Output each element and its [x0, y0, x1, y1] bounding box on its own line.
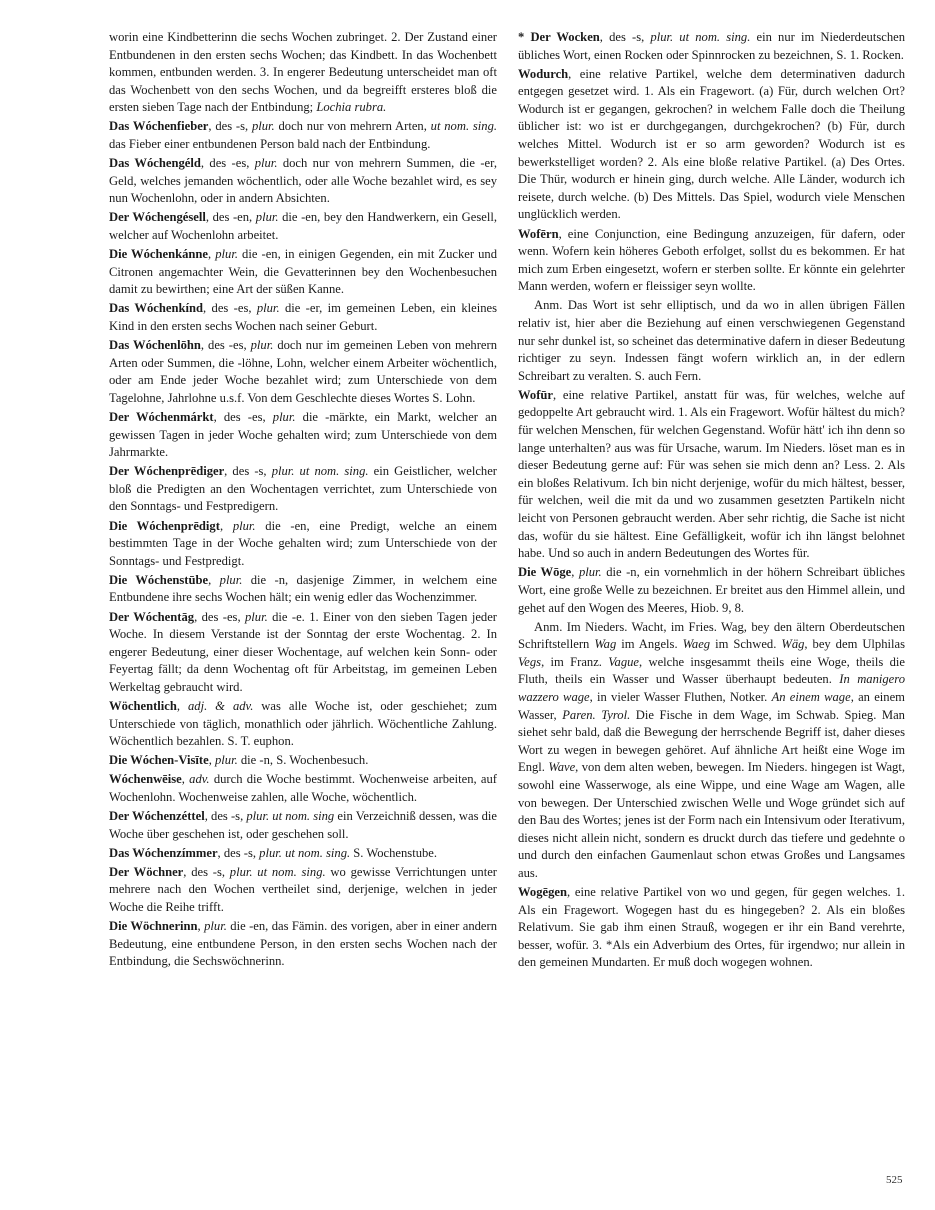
dictionary-entry [109, 118, 497, 153]
dictionary-entry [518, 297, 905, 385]
dictionary-entry [518, 619, 905, 883]
entry-text: ein Geistlicher, welcher bloß die Predigten an den Wochentagen verrichtet, zum Unterschiede von den Sonntags- und Festpredigern. [109, 464, 498, 514]
headword: Die Wóchenkánne [109, 247, 209, 262]
headword: Die Wöchnerinn [109, 919, 198, 934]
italic-text: plur. [251, 119, 275, 134]
entry-text: , [208, 247, 216, 262]
italic-text: plur. ut nom. sing. [229, 864, 326, 879]
headword: Die Wōge [518, 565, 572, 580]
italic-text: Wave [548, 760, 576, 775]
dictionary-entry [109, 752, 497, 770]
headword: Der Wóchengésell [109, 210, 206, 225]
entry-text: die -n, S. Wochenbesuch. [237, 753, 369, 768]
headword: Das Wóchenlōhn [109, 338, 201, 353]
entry-text: die -en, bey den Handwerkern, ein Gesell, welcher auf Wochenlohn arbeitet. [109, 210, 497, 243]
italic-text: In manigero wazzero wage [518, 672, 905, 704]
italic-text: An einem wage [771, 689, 851, 704]
entry-text: , an einem Wasser, [518, 689, 905, 722]
headword: * Der Wocken [518, 30, 600, 44]
entry-text: Die Fische in dem Wage, im Schwab. Spieg. Man siehet sehr bald, daß die Bewegung der herrschende Begriff ist, daher dieses Wort zu wegen in bewegen gehöret. Auf ähnliche Art heißt eine Woge im Engl. [518, 707, 905, 775]
entry-text: wo gewisse Verrichtungen unter mehrere nach den Wochen vertheilet sind, derjenige, welchen in jeder Woche die Reihe trifft. [109, 864, 498, 914]
right-column [518, 29, 905, 973]
entry-text: die -en, in einigen Gegenden, ein mit Zucker und Citronen angemachter Wein, die Gevatterinnen bey den Wochenbesuchen damit zu bewirthen; eine Art der süßen Kanne. [109, 247, 497, 297]
entry-text: , bey dem Ulphilas [804, 637, 906, 652]
headword: Der Wóchenzéttel [109, 809, 205, 824]
entry-text: ein Verzeichniß dessen, was die Woche über geschehen ist, oder geschehen soll. [109, 809, 498, 841]
italic-text: Wag [594, 637, 617, 652]
entry-text: S. Wochenstube. [350, 845, 438, 860]
dictionary-entry [518, 884, 905, 972]
headword: Der Wóchenprēdiger [109, 464, 225, 479]
entry-text: , [197, 919, 205, 934]
entry-text: , [176, 698, 188, 713]
dictionary-entry [109, 209, 497, 244]
italic-text: ut nom. sing. [430, 119, 498, 134]
dictionary-entry [109, 463, 497, 516]
entry-text: , [208, 753, 215, 768]
headword: Die Wóchenstūbe [109, 572, 209, 587]
entry-text: im Schwed. [710, 637, 782, 652]
dictionary-entry [518, 226, 905, 296]
entry-text: , des -es, [200, 156, 255, 171]
italic-text: Vegs [518, 654, 542, 669]
italic-text: plur. ut nom. sing [246, 809, 335, 824]
entry-text: , im Franz. [541, 654, 609, 669]
entry-text: die -en, eine Predigt, welche an einem bestimmten Tage in der Woche gehalten wird; zum Unterschiede von der Sonntags- und Festpredigt. [109, 518, 497, 568]
italic-text: Waeg [682, 637, 711, 652]
dictionary-entry [109, 246, 497, 299]
italic-text: plur. ut nom. sing. [271, 464, 369, 479]
italic-text: plur. [215, 247, 238, 262]
headword: Wóchenwēise [109, 772, 182, 787]
headword: Wofērn [518, 226, 559, 241]
italic-text: Vague [608, 654, 640, 669]
entry-text: , des -es, [203, 301, 257, 316]
entry-text: , des -s, [183, 864, 230, 879]
dictionary-entry [109, 572, 497, 607]
headword: Die Wóchen-Visīte [109, 753, 209, 768]
italic-text: plur. ut nom. sing. [259, 845, 351, 860]
headword: Das Wóchengéld [109, 156, 201, 171]
entry-text: , des -s, [217, 845, 260, 860]
entry-text: , eine relative Partikel von wo und gegen, für gegen welches. 1. Als ein Fragewort. Wogegen hast du es hingegeben? 2. Als ein bloßes Relativum. Sie gab ihm einen Strauß, wogegen er ihr ein Band verehrte, besser, wofür. 3. *Als ein Adverbium des Ortes, für irgendwo; nur allein in den gemeinen Mundarten. Er muß doch wogegen wohnen. [518, 885, 905, 970]
entry-text: , eine relative Partikel, welche dem determinativen dadurch entgegen gesetzet wird. 1. Als ein Fragewort. (a) Für, durch welchen Ort? Wodurch ist er gegangen, gekrochen? in welchem Falle doch die Theilung üblicher ist: wo ist er durchgegangen, durchgekrochen? (b) Für, durch welches Mittel. Wodurch ist er so arm geworden? Wodurch ist es bewerkstelliget worden? 2. Als eine bloße relative Partikel. (a) Des Ortes. Die Thür, wodurch er hinein ging, durch welche. Alle Länder, wodurch ich reisete, durch welche. (b) Des Mittels. Das Spiel, wodurch viele Menschen unglücklich werden. [518, 66, 905, 222]
entry-text: ein nur im Niederdeutschen übliches Wort, einen Rocken oder Spinnrocken zu bezeichnen, S. 1. Rocken. [518, 30, 906, 62]
headword: Der Wöchner [109, 864, 184, 879]
dictionary-entry [109, 609, 497, 697]
italic-text: plur. [250, 338, 274, 353]
italic-text: plur. [204, 919, 227, 934]
italic-text: plur. [255, 210, 279, 225]
dictionary-entry [109, 698, 497, 751]
dictionary-entry [109, 518, 497, 571]
left-column [109, 29, 497, 972]
entry-text: durch die Woche bestimmt. Wochenweise arbeiten, auf Wochenlohn. Wochenweise zahlen, alle Woche, wöchentlich. [109, 772, 497, 804]
entry-text: doch nur von mehrern Summen, die -er, Geld, welches jemanden wöchentlich, oder alle Woche bezahlet wird, es sey nun Wochenlohn, oder in andern Absichten. [109, 156, 497, 206]
dictionary-entry [109, 864, 497, 917]
headword: Der Wóchentāg [109, 609, 195, 624]
italic-text: plur. [232, 518, 256, 533]
entry-text: , des -es, [213, 409, 273, 424]
italic-text: adv. [189, 772, 210, 787]
headword: Wofūr [518, 387, 553, 402]
italic-text: plur. [214, 753, 238, 768]
entry-text: die -märkte, ein Markt, welcher an gewissen Tagen in jeder Woche gehalten wird; zum Unterschiede von dem Jahrmarkte. [109, 409, 498, 460]
entry-text: die -n, dasjenige Zimmer, in welchem eine Entbundene ihre sechs Wochen hält; ein wenig edler das Wochenzimmer. [109, 572, 498, 605]
headword: Wogēgen [518, 885, 567, 899]
entry-text: , des -s, [599, 30, 651, 44]
entry-text: das Fieber einer entbundenen Person bald nach der Entbindung. [109, 137, 431, 152]
page-number: 525 [886, 1174, 903, 1186]
dictionary-entry [109, 29, 497, 117]
dictionary-entry [109, 808, 497, 843]
italic-text: plur. [272, 409, 296, 424]
italic-text: plur. [219, 572, 243, 587]
italic-text: Paren. Tyrol. [562, 707, 631, 722]
entry-text: , eine Conjunction, eine Bedingung anzuzeigen, für dafern, oder wenn. Wofern kein höheres Geboth erfolget, sollst du es bekommen. Er hat mich zum Erben eingesetzt, wofern er sterben sollte. Er könnte ein gelehrter Mann werden, wofern er fleissiger seyn wollte. [518, 226, 905, 294]
italic-text: adj. & adv. [187, 698, 254, 713]
entry-text: , des -es, [194, 609, 245, 624]
dictionary-entry [518, 387, 905, 563]
entry-text: , des -s, [204, 809, 247, 824]
headword: Das Wóchenzímmer [109, 845, 218, 860]
headword: Die Wóchenprēdigt [109, 518, 220, 533]
entry-text: , [181, 772, 190, 787]
headword: Der Wóchenmárkt [109, 409, 214, 424]
headword: Wöchentlich [109, 698, 177, 713]
italic-text: Lochia rubra. [316, 100, 387, 115]
entry-text: was alle Woche ist, oder geschiehet; zum Unterschiede von täglich, monathlich oder jährlich. Wöchentliche Zahlung. Wöchentlich bezahlen. S. T. euphon. [109, 698, 497, 749]
dictionary-entry [518, 29, 905, 64]
dictionary-entry [109, 337, 497, 407]
entry-text: Anm. Das Wort ist sehr elliptisch, und da wo in allen übrigen Fällen relativ ist, hier aber die Beziehung auf einen verschwiegenen Gegenstand nur sehr dunkel ist, so scheinet das determinative dafern in dieser Bedeutung richtiger zu seyn. Indessen fängt wofern wirklich an, in der edlern Schreibart zu veralten. S. auch Fern. [518, 298, 905, 383]
entry-text: , des -en, [205, 210, 256, 225]
entry-text: , von dem alten weben, bewegen. Im Nieders. hingegen ist Wagt, sowohl eine Wasserwoge, als eine Wippe, und eine Wage am Wagen, alle von bewegen. Der Unterschied zwischen Welle und Woge gründet sich auf den Bau des Wortes; jenes ist der Form nach ein Intensivum oder Iterativum, dieses nicht allein nicht, sondern es druckt durch das tiefere und gedehnte o und durch den einfachen Gaumenlaut schon etwas Großes und Langsames aus. [518, 760, 905, 880]
entry-text: , welche insgesammt theils eine Woge, theils die Fluth, theils ein Wasser und Wasser überhaupt bedeuten. [518, 654, 905, 687]
entry-text: , eine relative Partikel, anstatt für was, für welches, welche auf gedoppelte Art gebraucht wird. 1. Als ein Fragewort. Wofür hältest du mich? für welchen Menschen, für welchen Gegenstand. Wofür hätt' ich ihn denn so lange unterhalten? aus was für Ursache, warum. Im Nieders. löset man es in dieser Bedeutung gerne auf: Für was sehen sie mich denn an? Less. 2. Als ein bloßes Relativum. Ich bin nicht derjenige, wofür du mich hältest, besser, für welchen, weil die mit da und wo zusammen gesetzten Partikeln nicht leicht von Personen gebraucht werden. Aber sehr richtig, die Sache ist nicht das, wofür du sie hältest. Eine Gefälligkeit, wofür ich ihn längst belohnet habe. Und so auch in andern Bedeutungen des Wortes für. [518, 387, 905, 561]
italic-text: plur. [254, 156, 278, 171]
dictionary-entry [109, 918, 497, 971]
italic-text: plur. [578, 565, 602, 580]
dictionary-entry [518, 66, 905, 224]
entry-text: Anm. Im Nieders. Wacht, im Fries. Wag, bey den ältern Oberdeutschen Schriftstellern [518, 619, 905, 652]
italic-text: Wäg [781, 637, 805, 652]
entry-text: , [571, 565, 579, 580]
entry-text: die -e. 1. Einer von den sieben Tagen jeder Woche. In diesem Verstande ist der Sonntag der erste Wochentag. 2. In engerer Bedeutung, einer dieser Wochentage, auf welchen kein Sonn- oder Feyertag fällt; da denn Wochentag oft für Arbeitstag, im gemeinen Leben Werkeltag gebraucht wird. [109, 609, 497, 694]
italic-text: plur. ut nom. sing. [650, 30, 751, 44]
dictionary-entry [109, 771, 497, 806]
italic-text: plur. [245, 609, 268, 624]
dictionary-entry [109, 155, 497, 208]
entry-text: , [219, 518, 233, 533]
entry-text: , [208, 572, 220, 587]
entry-text: worin eine Kindbetterinn die sechs Wochen zubringet. 2. Der Zustand einer Entbundenen in den ersten sechs Wochen; das Kindbett. In das Wochenbett kommen, entbunden werden. 3. In engerer Bedeutung unterscheidet man oft das Wochenbett von den sechs Wochen, und da begreifft ersteres bloß die ersten sieben Tage nach der Entbindung; [109, 30, 497, 115]
dictionary-entry [109, 409, 497, 462]
headword: Das Wóchenkínd [109, 301, 204, 316]
headword: Wodurch [518, 66, 569, 81]
italic-text: plur. [256, 301, 280, 316]
entry-text: die -er, im gemeinen Leben, ein kleines Kind in den ersten sechs Wochen nach seiner Geburt. [109, 301, 497, 333]
entry-text: , des -s, [224, 464, 272, 479]
dictionary-entry [109, 300, 497, 335]
entry-text: , des -es, [200, 338, 251, 353]
entry-text: , des -s, [208, 119, 252, 134]
dictionary-entry [109, 845, 497, 863]
entry-text: doch nur von mehrern Arten, [274, 119, 431, 134]
entry-text: im Angels. [616, 637, 683, 652]
headword: Das Wóchenfieber [109, 119, 209, 134]
entry-text: doch nur im gemeinen Leben von mehrern Arten oder Summen, die -löhne, Lohn, welcher einem Arbeiter wöchentlich, oder am Ende jeder Woche bezahlet wird; zum Unterschiede von dem Tagelohne, Jahrlohne u.s.f. Von dem Geschlechte dieses Wortes S. Lohn. [109, 338, 497, 405]
entry-text: , in vieler Wasser Fluthen, Notker. [589, 689, 772, 704]
entry-text: die -n, ein vornehmlich in der höhern Schreibart übliches Wort, eine große Welle zu bezeichnen. Er breitet aus den Himmel allein, und gehet auf den Wogen des Meeres, Hiob. 9, 8. [518, 565, 906, 615]
dictionary-entry [518, 564, 905, 617]
entry-text: die -en, das Fämin. des vorigen, aber in einer andern Bedeutung, eine entbundene Person, in den ersten sechs Wochen nach der Entbindung, die Sechswöchnerinn. [109, 919, 498, 969]
